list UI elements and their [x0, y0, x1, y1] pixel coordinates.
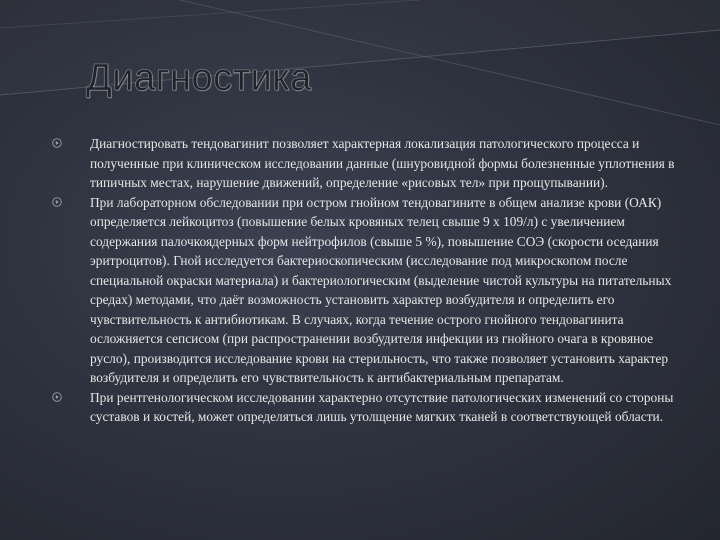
bullet-item — [38, 388, 678, 427]
slide-title: Диагностика — [86, 57, 312, 99]
circled-triangle-bullet-icon — [52, 197, 62, 207]
circled-triangle-bullet-icon — [52, 138, 62, 148]
circled-triangle-bullet-icon — [52, 392, 62, 402]
bullet-item — [38, 134, 678, 193]
bullet-item — [38, 193, 678, 388]
bullet-text: При рентгенологическом исследовании характерно отсутствие патологических изменений со стороны суставов и костей, может определяться лишь утолщение мягких тканей в соответствующей области. — [90, 389, 674, 424]
bullet-list — [38, 134, 678, 427]
bullet-text: Диагностировать тендовагинит позволяет характерная локализация патологического процесса и полученные при клиническом исследовании данные (шнуровидной формы болезненные уплотнения в типичных местах, нарушение движений, определение «рисовых тел» при прощупывании). — [90, 136, 675, 190]
bullet-text: При лабораторном обследовании при остром гнойном тендовагините в общем анализе крови (ОАК) определяется лейкоцитоз (повышение белых кровяных телец свыше 9 х 109/л) с увеличением содержания палочкоядерных форм нейтрофилов (свыше 5 %), повышение СОЭ (скорости оседания эритроцитов). Гной исследуется бактериоскопическим (исследование под микроскопом после специальной окраски материала) и бактериологическим (выделение чистой культуры на питательных средах) методами, что даёт возможность установить характер возбудителя и определить его чувствительность к антибиотикам. В случаях, когда течение острого гнойного тендовагинита осложняется сепсисом (при распространении возбудителя инфекции из гнойного очага в кровяное русло), производится исследование крови на стерильность, что также позволяет установить характер возбудителя и определить его чувствительность к антибактериальным препаратам. — [90, 194, 672, 385]
